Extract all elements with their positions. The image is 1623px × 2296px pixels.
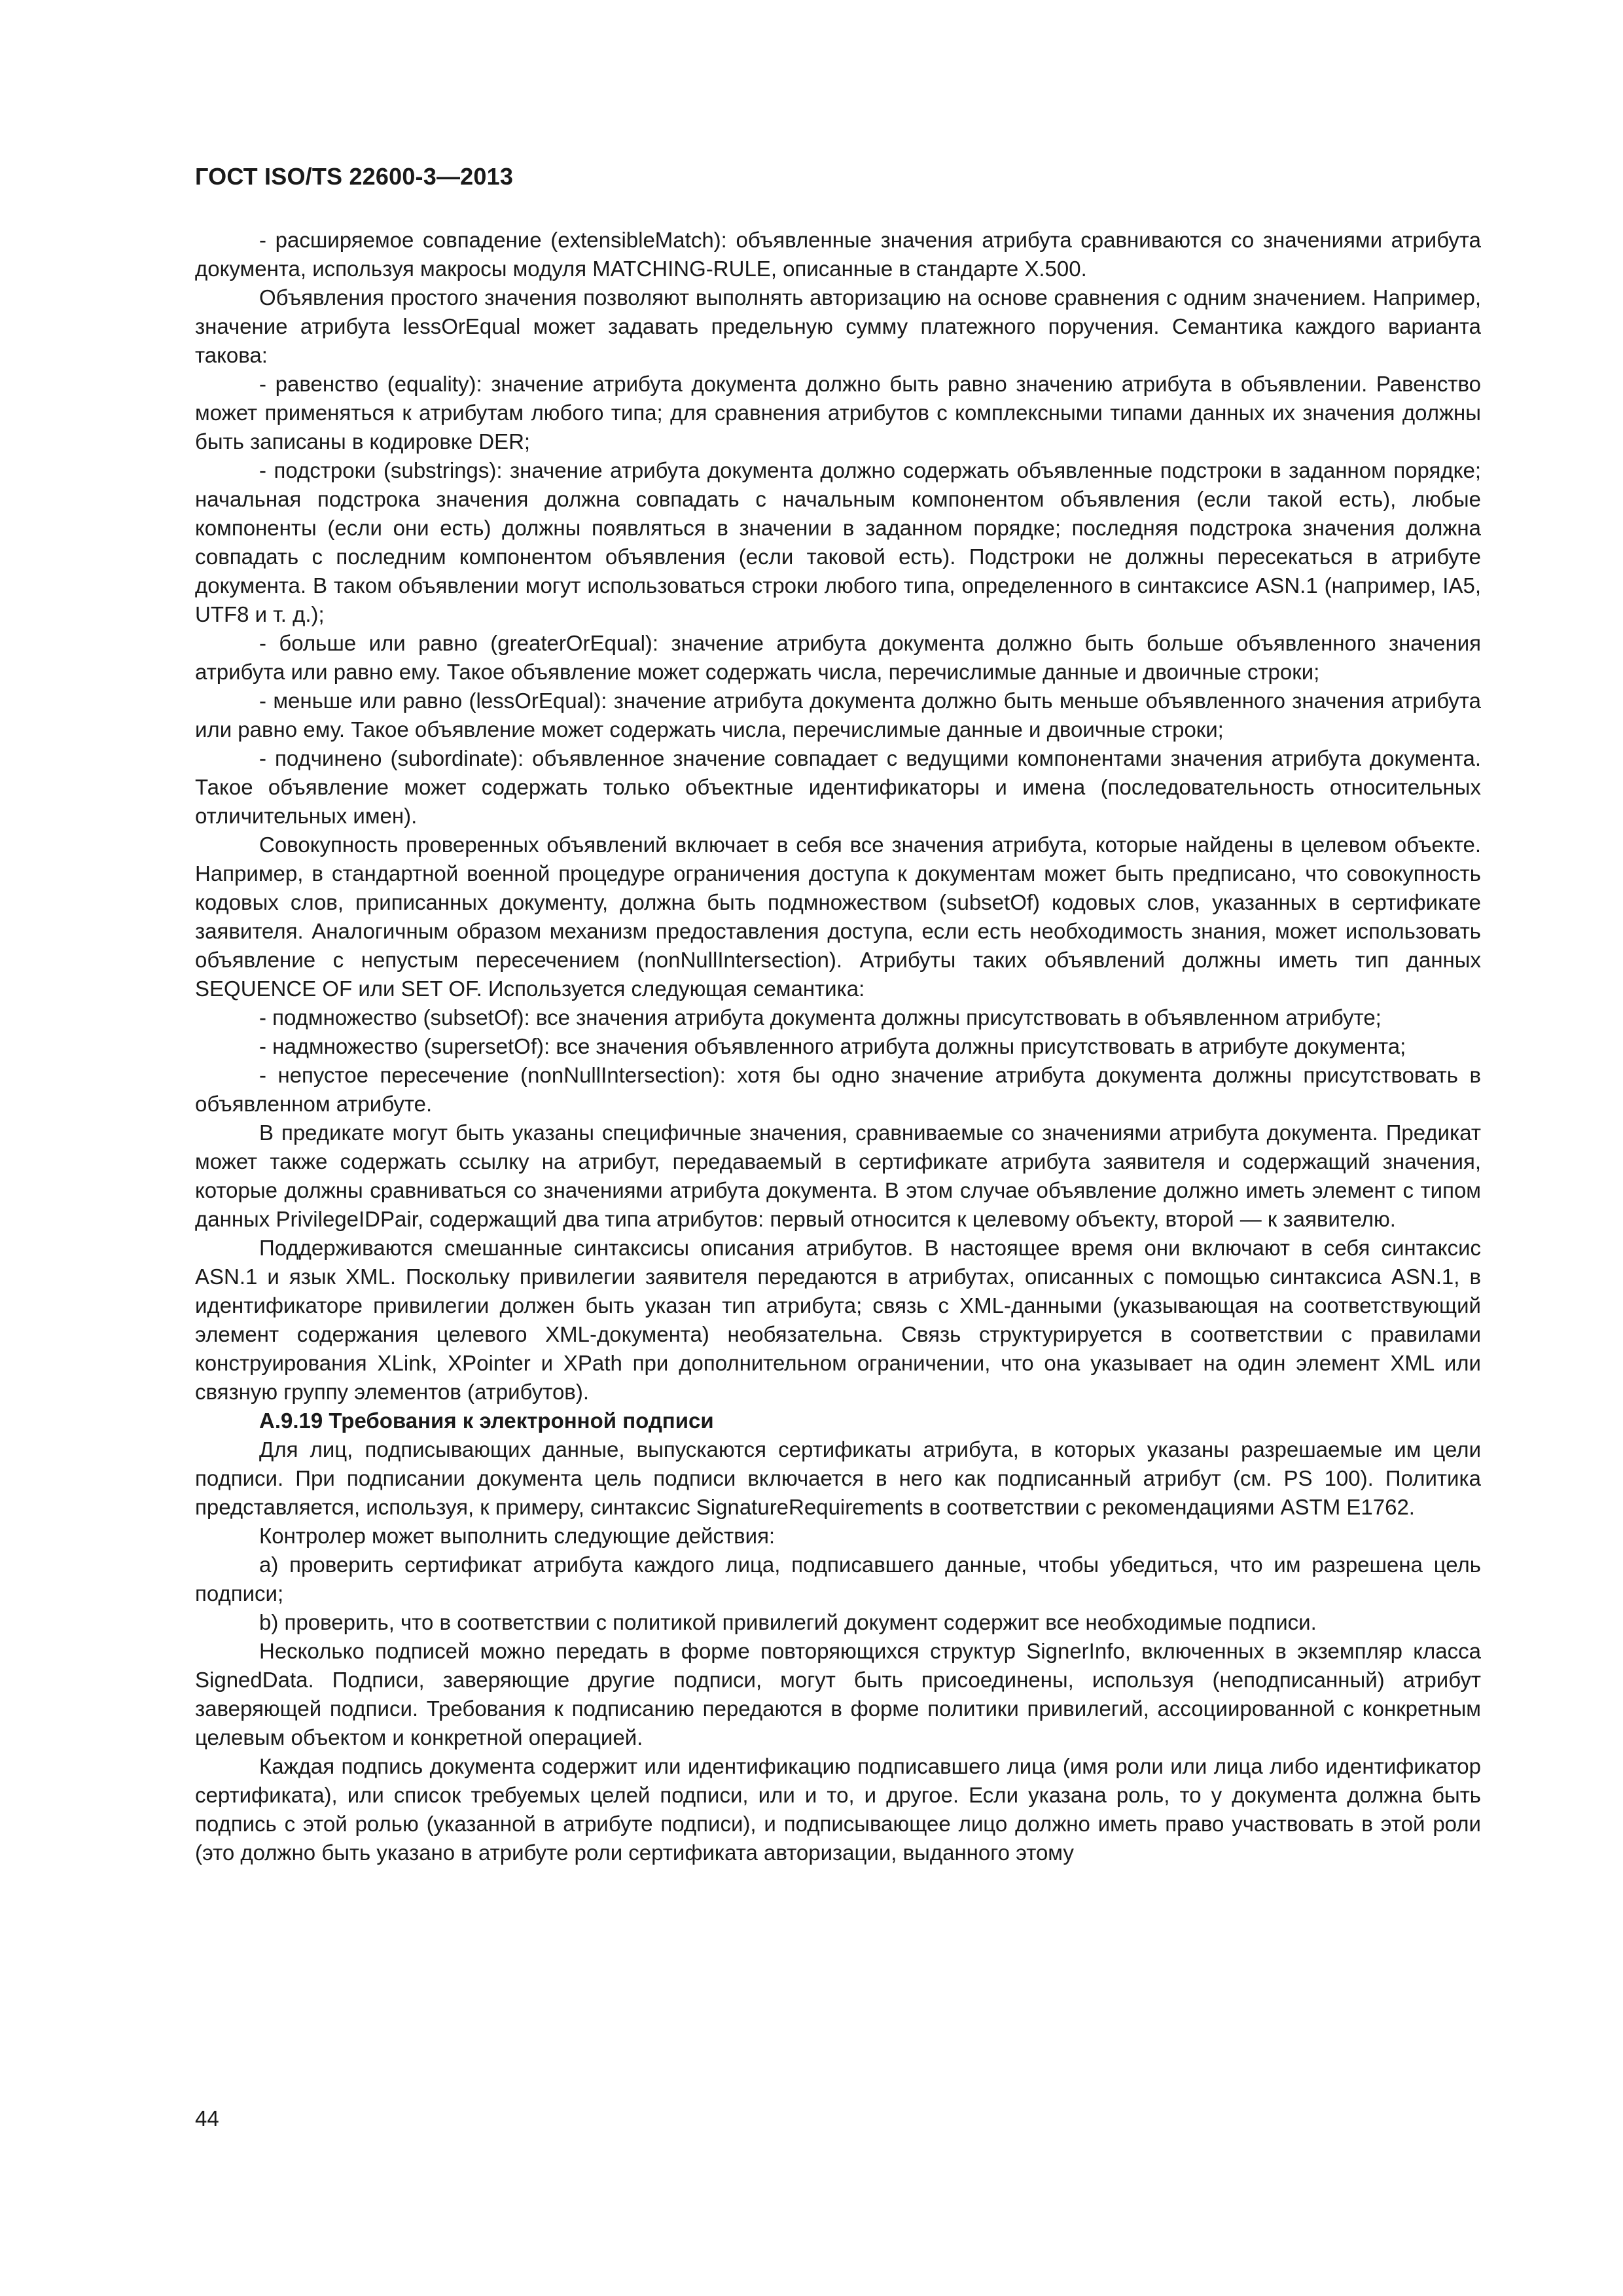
- paragraph: - подмножество (subsetOf): все значения атрибута документа должны присутствовать в объявленном атрибуте;: [259, 1005, 1382, 1030]
- paragraph: - надмножество (supersetOf): все значения объявленного атрибута должны присутствовать в атрибуте документа;: [259, 1034, 1406, 1058]
- paragraph: b) проверить, что в соответствии с политикой привилегий документ содержит все необходимые подписи.: [259, 1610, 1317, 1634]
- paragraph: - подчинено (subordinate): объявленное значение совпадает с ведущими компонентами значения атрибута документа. Такое объявление может содержать только объектные идентификаторы и имена (последовательность относительных отличительных имен).: [195, 746, 1481, 828]
- paragraph: В предикате могут быть указаны специфичные значения, сравниваемые со значениями атрибута документа. Предикат может также содержать ссылку на атрибут, передаваемый в сертификате атрибута заявителя и содержащий значения, которые должны сравниваться со значениями атрибута документа. В этом случае объявление должно иметь элемент с типом данных PrivilegeIDPair, содержащий два типа атрибутов: первый относится к целевому объекту, второй — к заявителю.: [195, 1121, 1481, 1231]
- paragraph: Для лиц, подписывающих данные, выпускаются сертификаты атрибута, в которых указаны разрешаемые им цели подписи. При подписании документа цель подписи включается в него как подписанный атрибут (см. PS 100). Политика представляется, используя, к примеру, синтаксис SignatureRequirements в соответствии с рекомендациями ASTM E1762.: [195, 1437, 1481, 1519]
- paragraph: Совокупность проверенных объявлений включает в себя все значения атрибута, которые найдены в целевом объекте. Например, в стандартной военной процедуре ограничения доступа к документам может быть предписано, что совокупность кодовых слов, приписанных документу, должна быть подмножеством (subsetOf) кодовых слов, указанных в сертификате заявителя. Аналогичным образом механизм предоставления доступа, если есть необходимость знания, может использовать объявление с непустым пересечением (nonNullIntersection). Атрибуты таких объявлений должны иметь тип данных SEQUENCE OF или SET OF. Используется следующая семантика:: [195, 833, 1481, 1001]
- paragraph: Несколько подписей можно передать в форме повторяющихся структур SignerInfo, включенных в экземпляр класса SignedData. Подписи, заверяющие другие подписи, могут быть присоединены, используя (неподписанный) атрибут заверяющей подписи. Требования к подписанию передаются в форме политики привилегий, ассоциированной с конкретным целевым объектом и конкретной операцией.: [195, 1639, 1481, 1749]
- paragraph: Объявления простого значения позволяют выполнять авторизацию на основе сравнения с одним значением. Например, значение атрибута lessOrEqual может задавать предельную сумму платежного поручения. Семантика каждого варианта такова:: [195, 285, 1481, 367]
- page-number: 44: [195, 2106, 219, 2130]
- paragraph: Каждая подпись документа содержит или идентификацию подписавшего лица (имя роли или лица либо идентификатор сертификата), или список требуемых целей подписи, или и то, и другое. Если указана роль, то у документа должна быть подпись с этой ролью (указанной в атрибуте подписи), и подписывающее лицо должно иметь право участвовать в этой роли (это должно быть указано в атрибуте роли сертификата авторизации, выданного этому: [195, 1754, 1481, 1865]
- paragraph: - непустое пересечение (nonNullIntersection): хотя бы одно значение атрибута документа должны присутствовать в объявленном атрибуте.: [195, 1063, 1481, 1116]
- paragraph: - равенство (equality): значение атрибута документа должно быть равно значению атрибута в объявлении. Равенство может применяться к атрибутам любого типа; для сравнения атрибутов с комплексными типами данных их значения должны быть записаны в кодировке DER;: [195, 372, 1481, 454]
- paragraph: - расширяемое совпадение (extensibleMatch): объявленные значения атрибута сравниваются со значениями атрибута документа, используя макросы модуля MATCHING-RULE, описанные в стандарте X.500.: [195, 228, 1481, 281]
- paragraph: - меньше или равно (lessOrEqual): значение атрибута документа должно быть меньше объявленного значения атрибута или равно ему. Такое объявление может содержать числа, перечислимые данные и двоичные строки;: [195, 689, 1481, 742]
- paragraph: - подстроки (substrings): значение атрибута документа должно содержать объявленные подстроки в заданном порядке; начальная подстрока значения должна совпадать с начальным компонентом объявления (если такой есть), любые компоненты (если они есть) должны появляться в значении в заданном порядке; последняя подстрока значения должна совпадать с последним компонентом объявления (если таковой есть). Подстроки не должны пересекаться в атрибуте документа. В таком объявлении могут использоваться строки любого типа, определенного в синтаксисе ASN.1 (например, IA5, UTF8 и т. д.);: [195, 458, 1481, 626]
- paragraph: a) проверить сертификат атрибута каждого лица, подписавшего данные, чтобы убедиться, что им разрешена цель подписи;: [195, 1552, 1481, 1605]
- paragraph: Контролер может выполнить следующие действия:: [259, 1524, 776, 1548]
- section-heading: А.9.19 Требования к электронной подписи: [259, 1408, 714, 1433]
- paragraph: Поддерживаются смешанные синтаксисы описания атрибутов. В настоящее время они включают в себя синтаксис ASN.1 и язык XML. Поскольку привилегии заявителя передаются в атрибутах, описанных с помощью синтаксиса ASN.1, в идентификаторе привилегии должен быть указан тип атрибута; связь с XML-данными (указывающая на соответствующий элемент содержания целевого XML-документа) необязательна. Связь структурируется в соответствии с правилами конструирования XLink, XPointer и XPath при дополнительном ограничении, что она указывает на один элемент XML или связную группу элементов (атрибутов).: [195, 1236, 1481, 1404]
- document-body: [195, 226, 1481, 1867]
- document-header: ГОСТ ISO/TS 22600-3—2013: [195, 163, 514, 190]
- paragraph: - больше или равно (greaterOrEqual): значение атрибута документа должно быть больше объявленного значения атрибута или равно ему. Такое объявление может содержать числа, перечислимые данные и двоичные строки;: [195, 631, 1481, 684]
